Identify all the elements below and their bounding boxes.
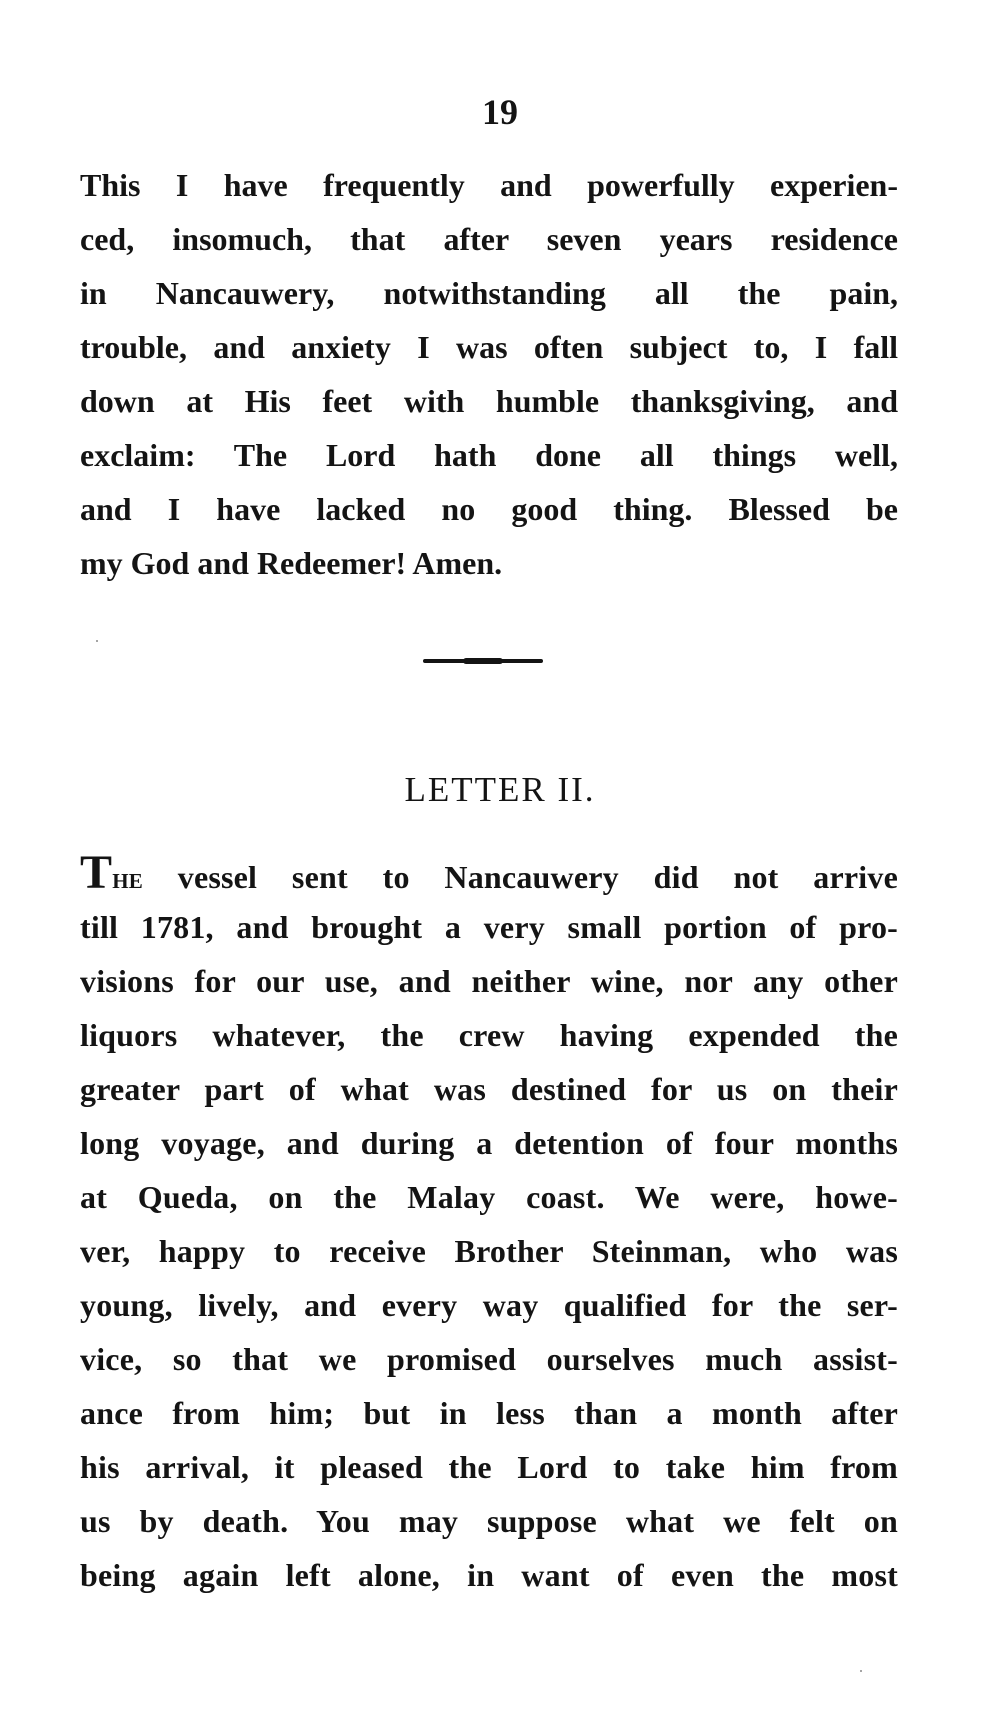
text-line: liquors whatever, the crew having expended the	[80, 1017, 898, 1053]
text-line: in Nancauwery, notwithstanding all the pain,	[80, 275, 898, 311]
drop-cap: T	[80, 846, 113, 899]
paper-speck	[96, 640, 98, 642]
text-line: This I have frequently and powerfully experien-	[80, 167, 898, 203]
closing-passage	[80, 158, 898, 590]
text-line: my God and Redeemer! Amen.	[80, 545, 503, 581]
text-line: young, lively, and every way qualified for the ser-	[80, 1287, 898, 1323]
text-line: till 1781, and brought a very small portion of pro-	[80, 909, 898, 945]
text-line: us by death. You may suppose what we felt on	[80, 1503, 898, 1539]
text-line: vice, so that we promised ourselves much assist-	[80, 1341, 898, 1377]
letter-body	[80, 846, 898, 1602]
text-line: at Queda, on the Malay coast. We were, howe-	[80, 1179, 898, 1215]
letter-heading: LETTER II.	[404, 770, 596, 809]
text-line: long voyage, and during a detention of four months	[80, 1125, 898, 1161]
paper-speck	[860, 1670, 862, 1672]
text-line: ver, happy to receive Brother Steinman, who was	[80, 1233, 898, 1269]
text-line: and I have lacked no good thing. Blessed be	[80, 491, 898, 527]
text-line: ced, insomuch, that after seven years residence	[80, 221, 898, 257]
text-line-first	[80, 846, 898, 900]
text-line: trouble, and anxiety I was often subject to, I fall	[80, 329, 898, 365]
section-divider	[423, 659, 543, 663]
text-line: his arrival, it pleased the Lord to take him from	[80, 1449, 898, 1485]
page-number: 19	[482, 92, 518, 132]
text-line: exclaim: The Lord hath done all things well,	[80, 437, 898, 473]
text-line: visions for our use, and neither wine, nor any other	[80, 963, 898, 999]
text-line: down at His feet with humble thanksgiving, and	[80, 383, 898, 419]
text-line: greater part of what was destined for us on their	[80, 1071, 898, 1107]
small-caps-word: he	[112, 862, 143, 895]
first-line-rest: vessel sent to Nancauwery did not arrive	[142, 859, 898, 895]
text-line: being again left alone, in want of even the most	[80, 1557, 898, 1593]
text-line: ance from him; but in less than a month after	[80, 1395, 898, 1431]
